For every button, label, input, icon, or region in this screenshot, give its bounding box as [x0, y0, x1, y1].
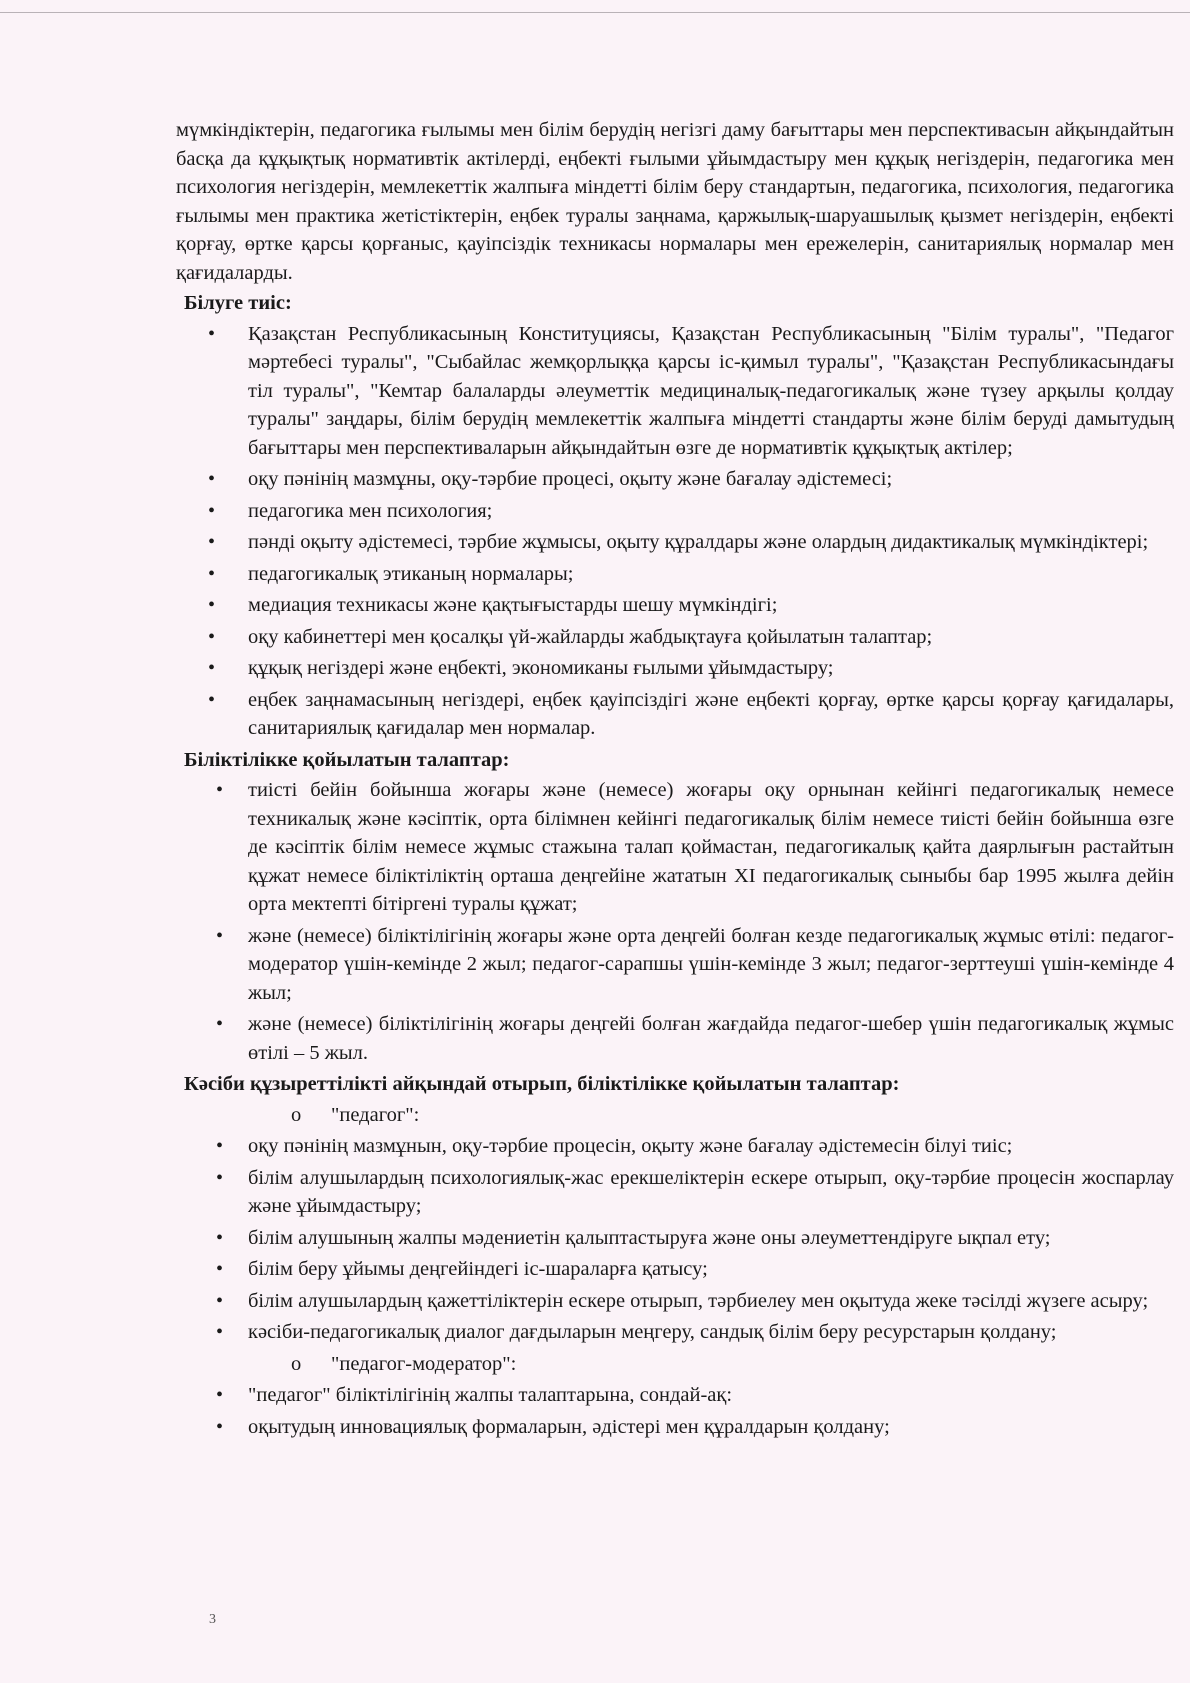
bullet-icon: • — [216, 1166, 224, 1189]
list-item-text: педагогика мен психология; — [248, 499, 493, 522]
list-item-text: білім беру ұйымы деңгейіндегі іс-шараларға қатысу; — [248, 1258, 708, 1280]
competence-heading: Кәсіби құзыреттілікті айқындай отырып, біліктілікке қойылатын талаптар: — [184, 1073, 900, 1095]
list-item — [176, 1224, 1174, 1253]
list-item-text: білім алушының жалпы мәдениетін қалыптастыруға және оны әлеуметтендіруге ықпал ету; — [248, 1226, 1051, 1249]
sub-heading-label: "педагог": — [331, 1103, 420, 1126]
document-body — [176, 116, 1174, 1444]
list-item — [176, 1010, 1174, 1067]
list-item-text: білім алушылардың психологиялық-жас ерекшеліктерін ескере отырып, оқу-тәрбие процесін жоспарлау және ұйымдастыру; — [248, 1166, 1174, 1217]
list-item-text: оқу пәнінің мазмұны, оқу-тәрбие процесі, оқыту және бағалау әдістемесі; — [248, 468, 893, 490]
list-item — [176, 497, 1174, 526]
list-item — [176, 1318, 1174, 1347]
list-item-text: және (немесе) біліктілігінің жоғары деңгейі болған жағдайда педагог-шебер үшін педагогикалық жұмыс өтілі – 5 жыл. — [248, 1013, 1174, 1064]
sub-heading-pedagog — [176, 1101, 1174, 1130]
list-item — [176, 1287, 1174, 1316]
sub-heading-pedagog-moderator — [176, 1350, 1174, 1379]
bullet-icon: • — [216, 1226, 224, 1249]
list-item — [176, 465, 1174, 494]
intro-paragraph: мүмкіндіктерін, педагогика ғылымы мен білім берудің негізгі даму бағыттары мен перспективасын айқындайтын басқа да құқықтық нормативтік актілерді, еңбекті ғылыми ұйымдастыру мен құқық негіздерін, педагогика мен психология негіздерін, мемлекеттік жалпыға міндетті білім беру стандартын, педагогика, психология, педагогика ғылымы мен практика жетістіктерін, еңбек туралы заңнама, қаржылық-шаруашылық қызмет негіздерін, еңбекті қорғау, өртке қарсы қорғаныс, қауіпсіздік техникасы нормалары мен ережелерін, санитариялық нормалар мен қағидаларды. — [176, 119, 1174, 284]
list-item-text: еңбек заңнамасының негіздері, еңбек қауіпсіздігі және еңбекті қорғау, өртке қарсы қорғау қағидалары, санитариялық қағидалар мен нормалар. — [248, 688, 1174, 739]
list-item — [176, 1132, 1174, 1161]
bullet-icon: • — [216, 1013, 224, 1035]
bullet-icon: • — [216, 1289, 224, 1312]
list-item-text: педагогикалық этиканың нормалары; — [248, 562, 574, 585]
list-item-text: білім алушылардың қажеттіліктерін ескере отырып, тәрбиелеу мен оқытуда жеке тәсілді жүзеге асыру; — [248, 1289, 1149, 1312]
page-top-edge — [0, 12, 1190, 13]
bullet-icon: • — [216, 1258, 224, 1280]
bullet-icon: • — [208, 562, 216, 585]
bullet-icon: • — [208, 531, 216, 553]
list-item — [176, 528, 1174, 557]
list-item-text: Қазақстан Республикасының Конституциясы, Қазақстан Республикасының "Білім туралы", "Педагог мәртебесі туралы", "Сыбайлас жемқорлыққа қарсы іс-қимыл туралы", "Қазақстан Республикасындағы тіл туралы", "Кемтар балаларды әлеуметтік медициналық-педагогикалық және түзеу арқылы қолдау туралы" заңдары, білім берудің мемлекеттік жалпыға міндетті стандарты және білім беруді дамытудың бағыттары мен перспективаларын айқындайтын өзге де нормативтік құқықтық актілер; — [248, 322, 1174, 459]
list-item-text: құқық негіздері және еңбекті, экономиканы ғылыми ұйымдастыру; — [248, 657, 834, 679]
must-know-heading: Білуге тиіс: — [184, 292, 292, 314]
list-item-text: оқытудың инновациялық формаларын, әдістері мен құралдарын қолдану; — [248, 1415, 890, 1438]
list-item — [176, 654, 1174, 683]
bullet-icon: • — [208, 657, 216, 679]
list-item-text: оқу пәнінің мазмұнын, оқу-тәрбие процесін, оқыту және бағалау әдістемесін білуі тиіс; — [248, 1135, 1013, 1157]
sub-heading-label: "педагог-модератор": — [331, 1352, 517, 1375]
list-item-text: "педагог" біліктілігінің жалпы талаптарына, сондай-ақ: — [248, 1384, 733, 1406]
qualification-list — [176, 776, 1174, 1067]
competence-list-pedagog — [176, 1132, 1174, 1347]
list-item — [176, 686, 1174, 743]
bullet-icon: • — [216, 1321, 224, 1343]
bullet-icon: • — [208, 322, 216, 345]
bullet-icon: • — [208, 688, 216, 711]
list-item-text: және (немесе) біліктілігінің жоғары және орта деңгейі болған кезде педагогикалық жұмыс өтілі: педагог-модератор үшін-кемінде 2 жыл; педагог-сарапшы үшін-кемінде 3 жыл; педагог-зерттеуші үшін-кемінде 4 жыл; — [248, 924, 1174, 1004]
bullet-icon: • — [216, 779, 224, 801]
list-item — [176, 1381, 1174, 1410]
list-item-text: медиация техникасы және қақтығыстарды шешу мүмкіндігі; — [248, 594, 778, 616]
list-item — [176, 591, 1174, 620]
bullet-icon: • — [216, 924, 224, 947]
bullet-icon: • — [208, 625, 216, 648]
qualification-heading: Біліктілікке қойылатын талаптар: — [184, 748, 510, 771]
list-item — [176, 560, 1174, 589]
bullet-icon: • — [208, 468, 216, 490]
bullet-icon: • — [208, 499, 216, 522]
list-item-text: тиісті бейін бойынша жоғары және (немесе) жоғары оқу орнынан кейінгі педагогикалық немесе техникалық және кәсіптік, орта білімнен кейінгі педагогикалық білім немесе тиісті бейін бойынша өзге де кәсіптік білім немесе жұмыс стажына талап қоймастан, педагогикалық қайта даярлығын растайтын құжат немесе біліктіліктің орташа деңгейіне жататын XI педагогикалық сыныбы бар 1995 жылға дейін орта мектепті бітіргені туралы құжат; — [248, 779, 1174, 915]
list-item-text: пәнді оқыту әдістемесі, тәрбие жұмысы, оқыту құралдары және олардың дидактикалық мүмкіндіктері; — [248, 531, 1149, 553]
page-number: 3 — [209, 1612, 216, 1627]
circle-bullet-icon: o — [291, 1103, 302, 1126]
list-item — [176, 623, 1174, 652]
bullet-icon: • — [216, 1415, 224, 1438]
list-item-text: кәсіби-педагогикалық диалог дағдыларын меңгеру, сандық білім беру ресурстарын қолдану; — [248, 1321, 1057, 1343]
must-know-list — [176, 320, 1174, 743]
list-item-text: оқу кабинеттері мен қосалқы үй-жайларды жабдықтауға қойылатын талаптар; — [248, 625, 933, 648]
list-item — [176, 1164, 1174, 1221]
bullet-icon: • — [216, 1384, 224, 1406]
list-item — [176, 320, 1174, 463]
list-item — [176, 1255, 1174, 1284]
competence-list-moderator — [176, 1381, 1174, 1441]
bullet-icon: • — [216, 1135, 224, 1157]
list-item — [176, 922, 1174, 1008]
circle-bullet-icon: o — [291, 1352, 302, 1375]
list-item — [176, 1413, 1174, 1442]
bullet-icon: • — [208, 594, 216, 616]
list-item — [176, 776, 1174, 919]
